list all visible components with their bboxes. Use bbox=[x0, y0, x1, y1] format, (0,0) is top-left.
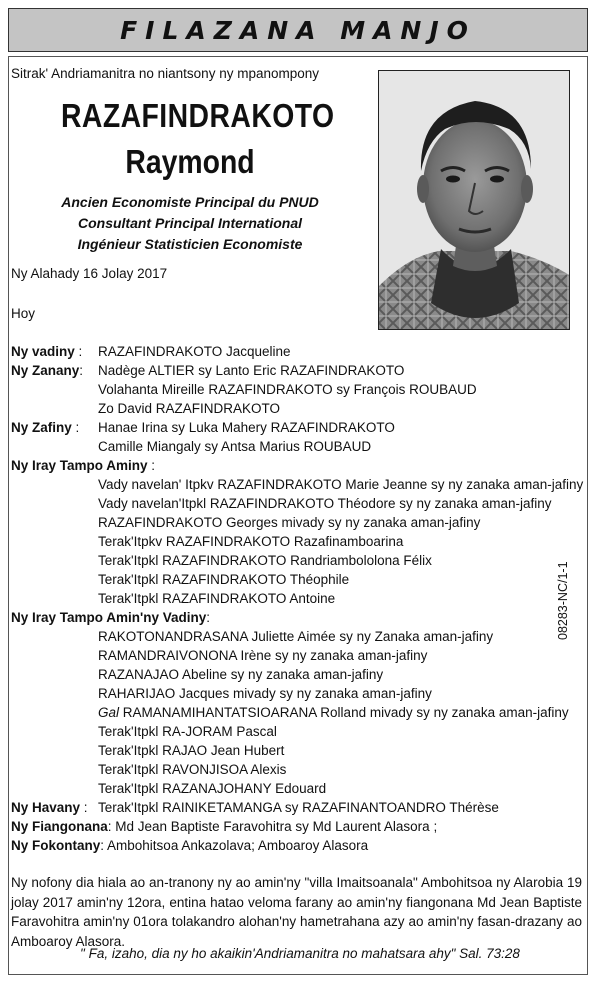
list-row bbox=[11, 380, 586, 399]
hoy-text: Hoy bbox=[11, 306, 36, 321]
list-item: Terak'Itpkv RAZAFINDRAKOTO Razafinamboarina bbox=[98, 534, 404, 549]
gal-prefix: Gal bbox=[98, 705, 120, 720]
list-row bbox=[11, 646, 586, 665]
list-row bbox=[11, 399, 586, 418]
label-separator: : bbox=[100, 838, 105, 853]
label-separator: : bbox=[71, 420, 80, 435]
list-row bbox=[11, 475, 586, 494]
zafiny-row bbox=[11, 418, 586, 437]
deceased-titles bbox=[40, 192, 340, 255]
list-item: RAHARIJAO Jacques mivady sy ny zanaka aman-jafiny bbox=[98, 686, 432, 701]
fiangonana-value: Md Jean Baptiste Faravohitra sy Md Laurent Alasora ; bbox=[111, 819, 438, 834]
list-item: RAZAFINDRAKOTO Georges mivady sy ny zanaka aman-jafiny bbox=[98, 515, 481, 530]
list-row bbox=[11, 437, 586, 456]
header-title: FILAZANA MANJO bbox=[120, 15, 476, 45]
label-separator: : bbox=[80, 800, 88, 815]
list-row bbox=[11, 627, 586, 646]
list-item: Terak'Itpkl RA-JORAM Pascal bbox=[98, 724, 277, 739]
havany-row bbox=[11, 798, 586, 817]
intro-text: Sitrak' Andriamanitra no niantsony ny mpanompony bbox=[11, 66, 319, 81]
label-separator: : bbox=[74, 344, 83, 359]
list-item: Zo David RAZAFINDRAKOTO bbox=[98, 401, 281, 416]
list-row bbox=[11, 551, 586, 570]
iray-tampo-row bbox=[11, 456, 586, 475]
label-separator: : bbox=[107, 819, 112, 834]
list-item: Camille Miangaly sy Antsa Marius ROUBAUD bbox=[98, 439, 372, 454]
iray-tampo-vadiny-row bbox=[11, 608, 586, 627]
closing-paragraph: Ny nofony dia hiala ao an-tranony ny ao amin'ny "villa Imaitsoanala" Ambohitsoa ny Alarobia 19 jolay 2017 amin'ny 12ora, entina hatao veloma farany ao amin'ny fiangonana Md Jean Baptiste Faravohitra amin'ny 01ora tolakandro alohan'ny hametrahana azy ao amin'ny fasan-drazany ao Amboaroy Alasora. bbox=[11, 875, 582, 949]
label-separator: : bbox=[206, 610, 211, 625]
deceased-firstname: Raymond bbox=[125, 143, 255, 180]
list-item: Terak'Itpkl RAZAFINDRAKOTO Randriambololona Félix bbox=[98, 553, 432, 568]
list-row bbox=[11, 741, 586, 760]
list-item: RAKOTONANDRASANA Juliette Aimée sy ny Zanaka aman-jafiny bbox=[98, 629, 494, 644]
bible-quote: " Fa, izaho, dia ny ho akaikin'Andriamanitra no mahatsara ahy" Sal. 73:28 bbox=[80, 946, 520, 961]
list-row bbox=[11, 570, 586, 589]
list-item: Terak'Itpkl RAZAFINDRAKOTO Théophile bbox=[98, 572, 350, 587]
fiangonana-label: Ny Fiangonana bbox=[11, 819, 108, 834]
zanany-row bbox=[11, 361, 586, 380]
list-item: Vady navelan'Itpkl RAZAFINDRAKOTO Théodore sy ny zanaka aman-jafiny bbox=[98, 496, 552, 511]
vadiny-label: Ny vadiny bbox=[11, 344, 75, 359]
family-list bbox=[11, 342, 586, 855]
list-row bbox=[11, 494, 586, 513]
iray-tampo-label: Ny Iray Tampo Aminy bbox=[11, 458, 148, 473]
list-row bbox=[11, 665, 586, 684]
zanany-label: Ny Zanany bbox=[11, 363, 80, 378]
havany-value: Terak'Itpkl RAINIKETAMANGA sy RAZAFINANTOANDRO Thérèse bbox=[98, 800, 499, 815]
list-row bbox=[11, 760, 586, 779]
list-item: Vady navelan' Itpkv RAZAFINDRAKOTO Marie Jeanne sy ny zanaka aman-jafiny bbox=[98, 477, 584, 492]
list-item-with-gal bbox=[98, 703, 569, 722]
list-row bbox=[11, 703, 586, 722]
reference-code: 08283-NC/1-1 bbox=[556, 561, 570, 640]
deceased-surname: RAZAFINDRAKOTO bbox=[61, 97, 335, 134]
list-item: RAZANAJAO Abeline sy ny zanaka aman-jafiny bbox=[98, 667, 384, 682]
iray-tampo-vadiny-label: Ny Iray Tampo Amin'ny Vadiny bbox=[11, 610, 207, 625]
list-item: RAMANDRAIVONONA Irène sy ny zanaka aman-jafiny bbox=[98, 648, 428, 663]
fiangonana-row bbox=[11, 817, 586, 836]
havany-label: Ny Havany bbox=[11, 800, 81, 815]
list-row bbox=[11, 589, 586, 608]
label-separator: : bbox=[147, 458, 156, 473]
fokontany-value: Ambohitsoa Ankazolava; Amboaroy Alasora bbox=[104, 838, 369, 853]
list-item: Terak'Itpkl RAJAO Jean Hubert bbox=[98, 743, 285, 758]
list-row bbox=[11, 722, 586, 741]
list-row bbox=[11, 779, 586, 798]
fokontany-row bbox=[11, 836, 586, 855]
list-item: RAZAFINDRAKOTO Jacqueline bbox=[98, 344, 291, 359]
title-line: Ancien Economiste Principal du PNUD bbox=[61, 194, 319, 210]
list-row bbox=[11, 532, 586, 551]
list-item: Terak'Itpkl RAZANAJOHANY Edouard bbox=[98, 781, 327, 796]
title-line: Ingénieur Statisticien Economiste bbox=[77, 236, 303, 252]
list-row bbox=[11, 513, 586, 532]
date-line: Ny Alahady 16 Jolay 2017 bbox=[11, 266, 168, 281]
list-item: RAMANAMIHANTATSIOARANA Rolland mivady sy ny zanaka aman-jafiny bbox=[122, 705, 569, 720]
list-item: Terak'Itpkl RAZAFINDRAKOTO Antoine bbox=[98, 591, 336, 606]
notice-header bbox=[8, 8, 588, 52]
zafiny-label: Ny Zafiny bbox=[11, 420, 72, 435]
list-item: Terak'Itpkl RAVONJISOA Alexis bbox=[98, 762, 287, 777]
vadiny-row bbox=[11, 342, 586, 361]
label-separator: : bbox=[79, 363, 84, 378]
portrait-illustration bbox=[379, 71, 570, 330]
list-item: Volahanta Mireille RAZAFINDRAKOTO sy François ROUBAUD bbox=[98, 382, 477, 397]
list-row bbox=[11, 684, 586, 703]
title-line: Consultant Principal International bbox=[77, 215, 303, 231]
list-item: Nadège ALTIER sy Lanto Eric RAZAFINDRAKOTO bbox=[98, 363, 405, 378]
list-item: Hanae Irina sy Luka Mahery RAZAFINDRAKOTO bbox=[98, 420, 395, 435]
fokontany-label: Ny Fokontany bbox=[11, 838, 101, 853]
portrait-photo bbox=[378, 70, 570, 330]
